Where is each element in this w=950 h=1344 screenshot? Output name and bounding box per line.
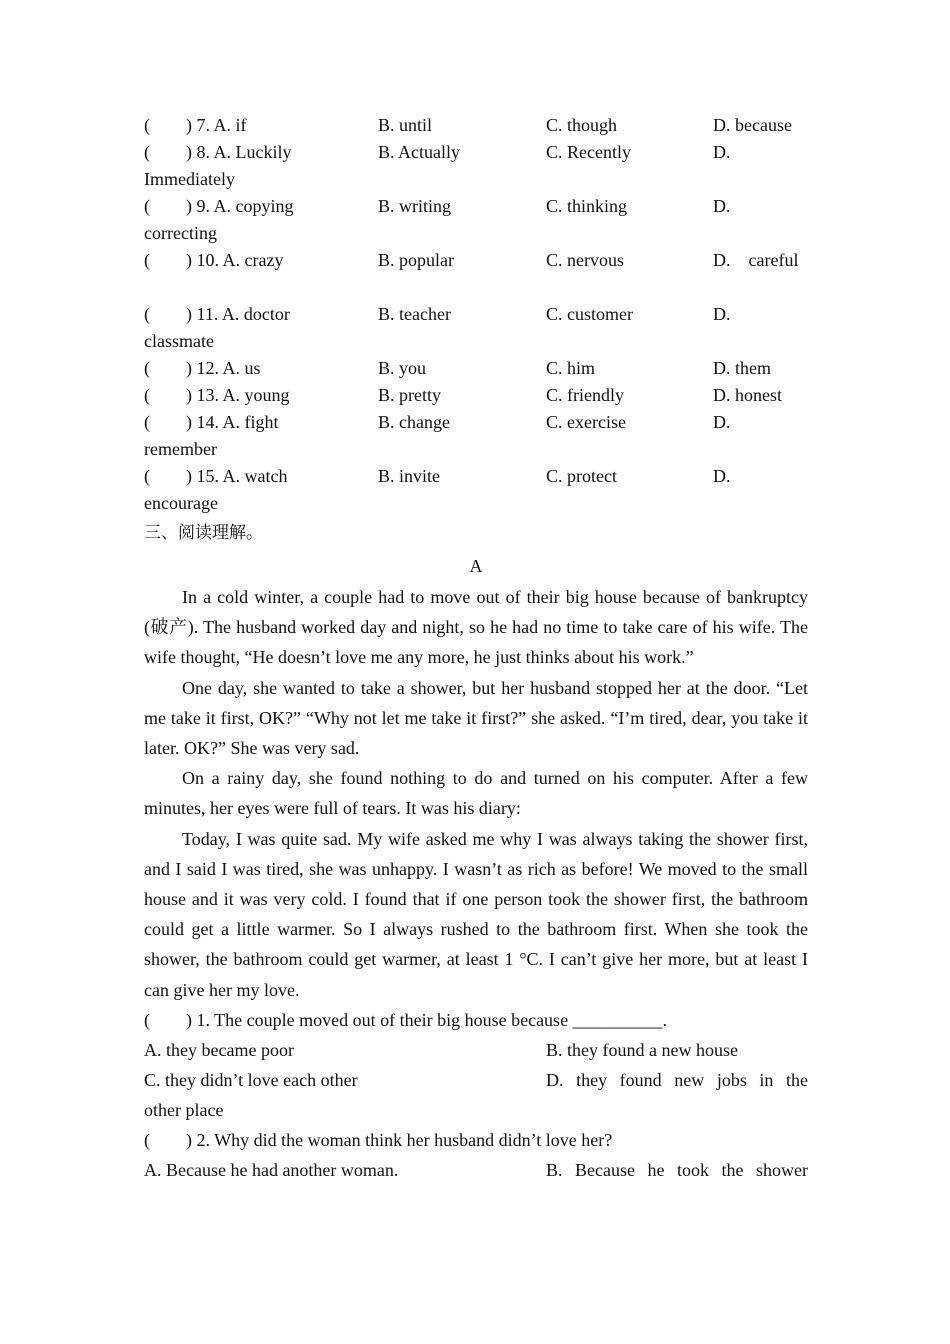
option-b: B. change xyxy=(378,412,450,432)
question-1 xyxy=(144,1005,808,1125)
option-c: C. exercise xyxy=(546,412,626,432)
cloze-row-15 xyxy=(144,463,808,490)
option-d-continuation: remember xyxy=(144,439,217,459)
option-c: C. Recently xyxy=(546,142,631,162)
option-d: D. them xyxy=(713,358,771,378)
option-b: B. until xyxy=(378,115,433,135)
option-d: D. xyxy=(713,196,731,216)
cloze-question-14: ( ) 14. A. fight xyxy=(144,412,279,432)
option-d: D. xyxy=(713,142,731,162)
option-b: B. you xyxy=(378,358,427,378)
option-d: D. xyxy=(713,412,731,432)
option-c: C. friendly xyxy=(546,385,624,405)
option-b: B. teacher xyxy=(378,304,451,324)
option-c: C. him xyxy=(546,358,596,378)
option-b: B. popular xyxy=(378,250,454,270)
option-a: A. Because he had another woman. xyxy=(144,1159,399,1180)
cloze-question-9: ( ) 9. A. copying xyxy=(144,196,294,216)
passage-paragraph: On a rainy day, she found nothing to do and turned on his computer. After a few minutes, her eyes were full of tears. It was his diary: xyxy=(144,768,808,819)
question-2 xyxy=(144,1125,808,1185)
cloze-question-8: ( ) 8. A. Luckily xyxy=(144,142,292,162)
cloze-question-12: ( ) 12. A. us xyxy=(144,358,261,378)
cloze-question-7: ( ) 7. A. if xyxy=(144,115,247,135)
cloze-row-12 xyxy=(144,355,808,382)
cloze-question-10: ( ) 10. A. crazy xyxy=(144,250,284,270)
reading-passage xyxy=(144,582,808,1005)
option-b: B. writing xyxy=(378,196,452,216)
passage-paragraph: One day, she wanted to take a shower, but her husband stopped her at the door. “Let me take it first, OK?” “Why not let me take it first?” she asked. “I’m tired, dear, you take it later. OK?” She was very sad. xyxy=(144,677,808,759)
option-c: C. nervous xyxy=(546,250,624,270)
cloze-row-9 xyxy=(144,193,808,220)
option-d: D. they found new jobs in the xyxy=(546,1069,808,1090)
section-heading: 三、阅读理解。 xyxy=(144,523,263,543)
option-row xyxy=(144,1035,808,1065)
passage-title: A xyxy=(469,556,483,576)
option-d-continuation: encourage xyxy=(144,493,218,513)
question-stem: ( ) 2. Why did the woman think her husband didn’t love her? xyxy=(144,1129,613,1150)
option-row xyxy=(144,1065,808,1095)
cloze-row-8 xyxy=(144,139,808,166)
option-d-continuation: Immediately xyxy=(144,169,235,189)
option-b: B. pretty xyxy=(378,385,441,405)
cloze-row-14 xyxy=(144,409,808,436)
cloze-question-11: ( ) 11. A. doctor xyxy=(144,304,290,324)
cloze-row-13 xyxy=(144,382,808,409)
blank-line xyxy=(144,274,808,301)
option-c: C. they didn’t love each other xyxy=(144,1069,358,1090)
option-d: D. xyxy=(713,304,731,324)
option-b: B. Actually xyxy=(378,142,460,162)
option-d-continuation: correcting xyxy=(144,223,217,243)
option-d-continuation: classmate xyxy=(144,331,214,351)
option-c: C. protect xyxy=(546,466,617,486)
option-b: B. they found a new house xyxy=(546,1039,738,1060)
cloze-row-10 xyxy=(144,247,808,274)
option-c: C. though xyxy=(546,115,618,135)
passage-paragraph: Today, I was quite sad. My wife asked me why I was always taking the shower first, and I said I was tired, she was unhappy. I wasn’t as rich as before! We moved to the small house and it was very cold. I found that if one person took the shower first, the bathroom could get a little warmer. So I always rushed to the bathroom first. When she took the shower, the bathroom could get warmer, at least 1 °C. I can’t give her more, but at least I can give her my love. xyxy=(144,828,808,1000)
cloze-question-15: ( ) 15. A. watch xyxy=(144,466,288,486)
cloze-row-11 xyxy=(144,301,808,328)
option-a: A. they became poor xyxy=(144,1039,294,1060)
cloze-question-13: ( ) 13. A. young xyxy=(144,385,290,405)
option-d: D. because xyxy=(713,115,792,135)
option-row xyxy=(144,1155,808,1185)
cloze-options xyxy=(144,112,808,517)
option-c: C. thinking xyxy=(546,196,628,216)
option-d: D. careful xyxy=(713,250,799,270)
option-d: D. honest xyxy=(713,385,782,405)
option-b: B. Because he took the shower xyxy=(546,1159,808,1180)
option-d-continuation: other place xyxy=(144,1099,224,1120)
option-d: D. xyxy=(713,466,731,486)
passage-paragraph: In a cold winter, a couple had to move out of their big house because of bankruptcy (破产). The husband worked day and night, so he had no time to take care of his wife. The wife thought, “He doesn’t love me any more, he just thinks about his work.” xyxy=(144,587,808,668)
question-stem: ( ) 1. The couple moved out of their big house because __________. xyxy=(144,1009,668,1030)
option-b: B. invite xyxy=(378,466,440,486)
worksheet-page xyxy=(144,112,808,1185)
cloze-row-7 xyxy=(144,112,808,139)
option-c: C. customer xyxy=(546,304,633,324)
